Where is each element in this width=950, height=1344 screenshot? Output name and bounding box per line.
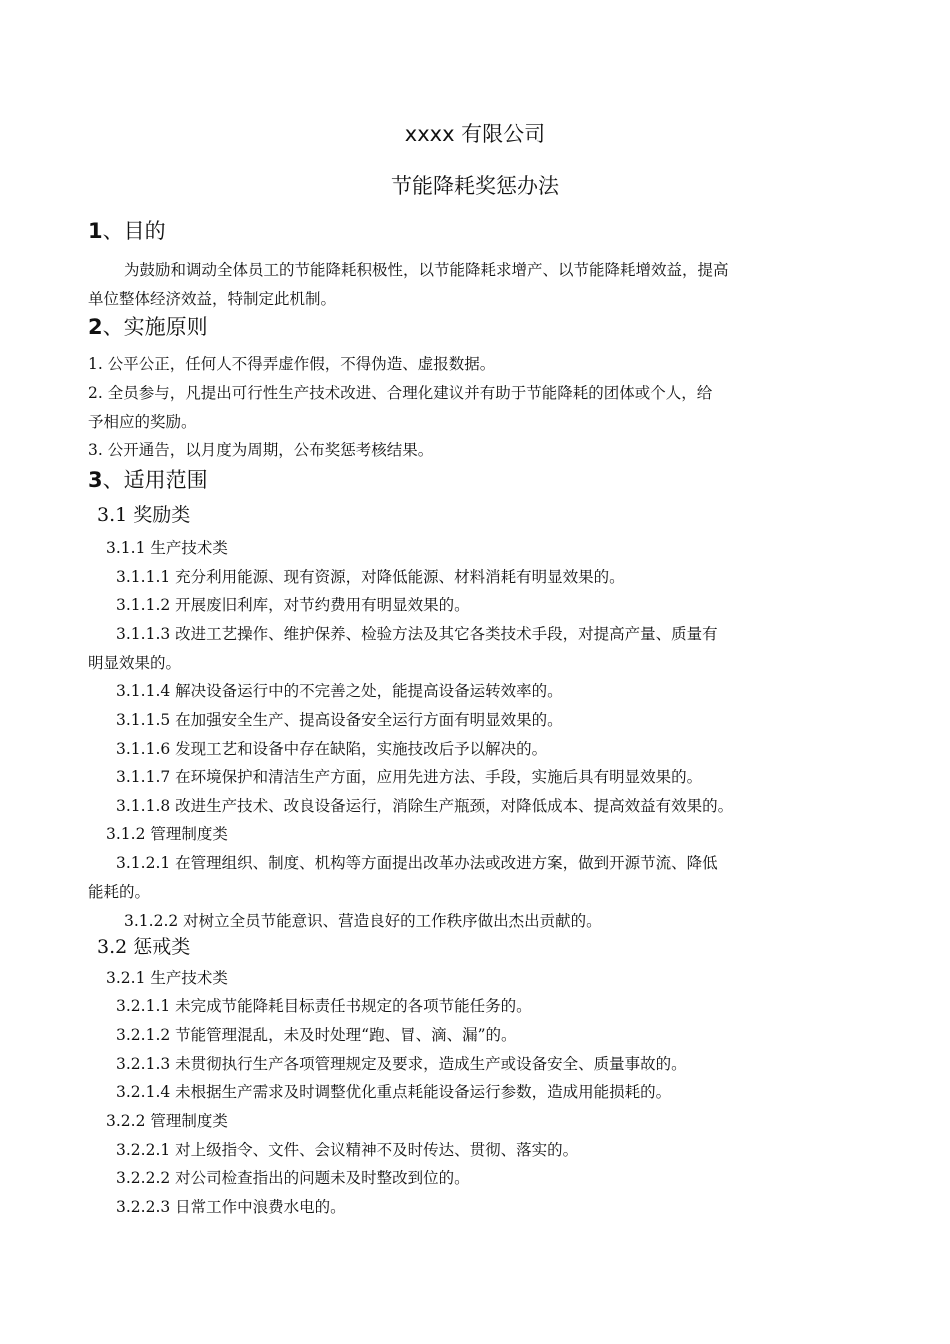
section-heading-principles	[88, 311, 208, 341]
clause-line: 3.1.1.7 在环境保护和清洁生产方面，应用先进方法、手段，实施后具有明显效果的。	[116, 768, 703, 786]
list-item: 2. 全员参与，凡提出可行性生产技术改进、合理化建议并有助于节能降耗的团体或个人，给	[88, 384, 713, 402]
clause-line: 3.2.1.3 未贯彻执行生产各项管理规定及要求，造成生产或设备安全、质量事故的。	[116, 1055, 687, 1073]
section-title: 、实施原则	[102, 315, 208, 339]
section-number: 1	[88, 219, 103, 243]
list-item-continuation: 予相应的奖励。	[88, 413, 197, 431]
section-heading-purpose	[88, 215, 166, 245]
clause-line-continuation: 明显效果的。	[88, 654, 182, 672]
clause-line: 3.2.1.1 未完成节能降耗目标责任书规定的各项节能任务的。	[116, 997, 532, 1015]
clause-line: 3.2.1.2 节能管理混乱，未及时处理“跑、冒、滴、漏”的。	[116, 1026, 517, 1044]
clause-line: 3.1.1.4 解决设备运行中的不完善之处，能提高设备运转效率的。	[116, 682, 563, 700]
clause-line: 3.2.2.2 对公司检查指出的问题未及时整改到位的。	[116, 1169, 470, 1187]
section-number: 2	[88, 315, 103, 339]
section-heading-scope	[88, 464, 208, 494]
subsubsection-heading: 3.2.2 管理制度类	[106, 1112, 228, 1130]
section-title: 、适用范围	[102, 468, 208, 492]
subsubsection-heading: 3.1.2 管理制度类	[106, 825, 228, 843]
subsection-heading: 3.1 奖励类	[97, 504, 191, 526]
clause-line: 3.1.1.8 改进生产技术、改良设备运行，消除生产瓶颈，对降低成本、提高效益有效果的。	[116, 797, 734, 815]
clause-line: 3.1.1.3 改进工艺操作、维护保养、检验方法及其它各类技术手段，对提高产量、质量有	[116, 625, 718, 643]
clause-line: 3.2.1.4 未根据生产需求及时调整优化重点耗能设备运行参数，造成用能损耗的。	[116, 1083, 672, 1101]
subsubsection-heading: 3.2.1 生产技术类	[106, 969, 228, 987]
clause-line: 3.1.1.2 开展废旧利库，对节约费用有明显效果的。	[116, 596, 470, 614]
clause-line-continuation: 能耗的。	[88, 883, 151, 901]
clause-line: 3.1.2.1 在管理组织、制度、机构等方面提出改革办法或改进方案，做到开源节流、降低	[116, 854, 718, 872]
section-title: 、目的	[102, 219, 166, 243]
paragraph-line: 单位整体经济效益，特制定此机制。	[88, 290, 337, 308]
section-number: 3	[88, 468, 103, 492]
clause-line: 3.1.1.1 充分利用能源、现有资源，对降低能源、材料消耗有明显效果的。	[116, 568, 625, 586]
clause-line: 3.1.1.6 发现工艺和设备中存在缺陷，实施技改后予以解决的。	[116, 740, 548, 758]
subsection-heading: 3.2 惩戒类	[97, 936, 191, 958]
clause-line: 3.1.1.5 在加强安全生产、提高设备安全运行方面有明显效果的。	[116, 711, 563, 729]
list-item: 1. 公平公正，任何人不得弄虚作假，不得伪造、虚报数据。	[88, 355, 496, 373]
clause-line: 3.2.2.1 对上级指令、文件、会议精神不及时传达、贯彻、落实的。	[116, 1141, 579, 1159]
clause-line: 3.1.2.2 对树立全员节能意识、营造良好的工作秩序做出杰出贡献的。	[124, 912, 602, 930]
clause-line: 3.2.2.3 日常工作中浪费水电的。	[116, 1198, 346, 1216]
document-title: 节能降耗奖惩办法	[391, 174, 559, 198]
list-item: 3. 公开通告，以月度为周期，公布奖惩考核结果。	[88, 441, 434, 459]
company-name: xxxx 有限公司	[404, 122, 546, 146]
subsubsection-heading: 3.1.1 生产技术类	[106, 539, 228, 557]
paragraph-line: 为鼓励和调动全体员工的节能降耗积极性，以节能降耗求增产、以节能降耗增效益，提高	[124, 261, 729, 279]
